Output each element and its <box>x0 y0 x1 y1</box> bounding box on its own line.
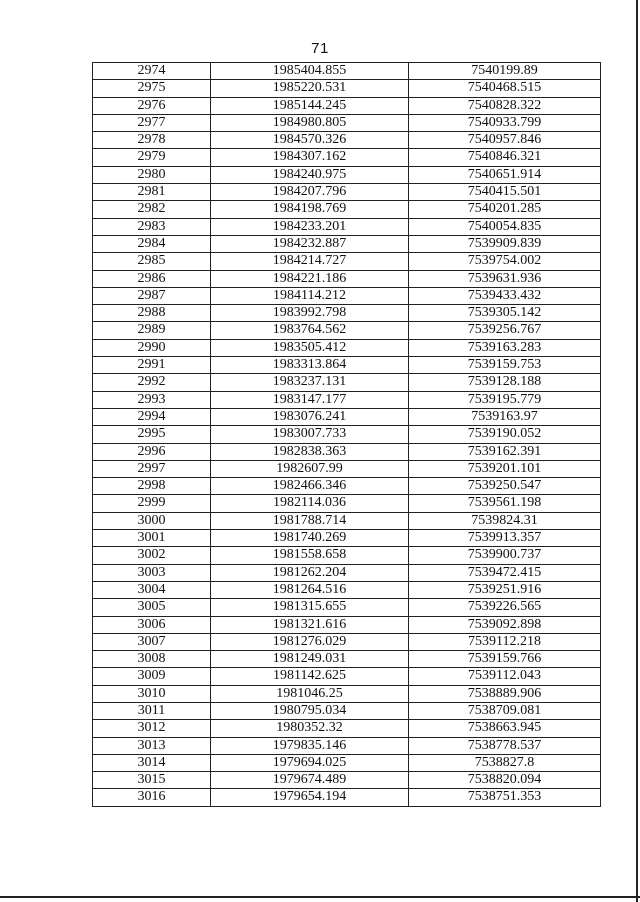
point-number-cell: 2981 <box>93 184 211 201</box>
table-row <box>93 530 601 547</box>
point-number-cell: 3001 <box>93 530 211 547</box>
x-coordinate-cell: 1983007.733 <box>211 426 409 443</box>
coordinates-table-container <box>92 62 600 807</box>
y-coordinate-cell: 7540651.914 <box>409 166 601 183</box>
y-coordinate-cell: 7538663.945 <box>409 720 601 737</box>
table-row <box>93 357 601 374</box>
table-row <box>93 581 601 598</box>
scan-edge-bottom <box>0 896 640 898</box>
x-coordinate-cell: 1983505.412 <box>211 339 409 356</box>
y-coordinate-cell: 7540828.322 <box>409 97 601 114</box>
x-coordinate-cell: 1981321.616 <box>211 616 409 633</box>
table-row <box>93 737 601 754</box>
point-number-cell: 2994 <box>93 408 211 425</box>
table-row <box>93 599 601 616</box>
y-coordinate-cell: 7540199.89 <box>409 63 601 80</box>
y-coordinate-cell: 7540957.846 <box>409 132 601 149</box>
table-row <box>93 114 601 131</box>
x-coordinate-cell: 1982607.99 <box>211 460 409 477</box>
y-coordinate-cell: 7539631.936 <box>409 270 601 287</box>
table-row <box>93 322 601 339</box>
table-row <box>93 702 601 719</box>
table-row <box>93 97 601 114</box>
x-coordinate-cell: 1980795.034 <box>211 702 409 719</box>
x-coordinate-cell: 1984198.769 <box>211 201 409 218</box>
y-coordinate-cell: 7540933.799 <box>409 114 601 131</box>
table-row <box>93 754 601 771</box>
table-row <box>93 547 601 564</box>
point-number-cell: 2985 <box>93 253 211 270</box>
y-coordinate-cell: 7539561.198 <box>409 495 601 512</box>
x-coordinate-cell: 1984207.796 <box>211 184 409 201</box>
x-coordinate-cell: 1984307.162 <box>211 149 409 166</box>
x-coordinate-cell: 1985404.855 <box>211 63 409 80</box>
y-coordinate-cell: 7539909.839 <box>409 235 601 252</box>
point-number-cell: 2982 <box>93 201 211 218</box>
y-coordinate-cell: 7538820.094 <box>409 772 601 789</box>
y-coordinate-cell: 7540054.835 <box>409 218 601 235</box>
table-row <box>93 63 601 80</box>
y-coordinate-cell: 7539824.31 <box>409 512 601 529</box>
scan-edge-right <box>636 0 638 902</box>
y-coordinate-cell: 7539163.283 <box>409 339 601 356</box>
point-number-cell: 2986 <box>93 270 211 287</box>
point-number-cell: 2989 <box>93 322 211 339</box>
y-coordinate-cell: 7538827.8 <box>409 754 601 771</box>
table-row <box>93 218 601 235</box>
y-coordinate-cell: 7540468.515 <box>409 80 601 97</box>
y-coordinate-cell: 7538889.906 <box>409 685 601 702</box>
y-coordinate-cell: 7539900.737 <box>409 547 601 564</box>
x-coordinate-cell: 1981142.625 <box>211 668 409 685</box>
x-coordinate-cell: 1981740.269 <box>211 530 409 547</box>
table-row <box>93 132 601 149</box>
table-row <box>93 235 601 252</box>
table-row <box>93 80 601 97</box>
y-coordinate-cell: 7539754.002 <box>409 253 601 270</box>
y-coordinate-cell: 7539256.767 <box>409 322 601 339</box>
x-coordinate-cell: 1984214.727 <box>211 253 409 270</box>
x-coordinate-cell: 1983076.241 <box>211 408 409 425</box>
y-coordinate-cell: 7539472.415 <box>409 564 601 581</box>
coordinates-table <box>92 62 601 807</box>
table-row <box>93 184 601 201</box>
y-coordinate-cell: 7539433.432 <box>409 287 601 304</box>
y-coordinate-cell: 7539251.916 <box>409 581 601 598</box>
point-number-cell: 3015 <box>93 772 211 789</box>
point-number-cell: 3014 <box>93 754 211 771</box>
point-number-cell: 2978 <box>93 132 211 149</box>
point-number-cell: 3010 <box>93 685 211 702</box>
table-row <box>93 633 601 650</box>
point-number-cell: 2977 <box>93 114 211 131</box>
table-row <box>93 495 601 512</box>
x-coordinate-cell: 1981046.25 <box>211 685 409 702</box>
table-row <box>93 685 601 702</box>
y-coordinate-cell: 7539112.043 <box>409 668 601 685</box>
point-number-cell: 2988 <box>93 305 211 322</box>
x-coordinate-cell: 1981262.204 <box>211 564 409 581</box>
table-row <box>93 616 601 633</box>
point-number-cell: 2975 <box>93 80 211 97</box>
x-coordinate-cell: 1983992.798 <box>211 305 409 322</box>
point-number-cell: 3012 <box>93 720 211 737</box>
x-coordinate-cell: 1984114.212 <box>211 287 409 304</box>
table-row <box>93 374 601 391</box>
point-number-cell: 3003 <box>93 564 211 581</box>
point-number-cell: 2976 <box>93 97 211 114</box>
point-number-cell: 2995 <box>93 426 211 443</box>
y-coordinate-cell: 7539226.565 <box>409 599 601 616</box>
y-coordinate-cell: 7539250.547 <box>409 478 601 495</box>
table-row <box>93 720 601 737</box>
y-coordinate-cell: 7539201.101 <box>409 460 601 477</box>
point-number-cell: 3006 <box>93 616 211 633</box>
point-number-cell: 3013 <box>93 737 211 754</box>
table-row <box>93 460 601 477</box>
point-number-cell: 2980 <box>93 166 211 183</box>
x-coordinate-cell: 1985220.531 <box>211 80 409 97</box>
y-coordinate-cell: 7539092.898 <box>409 616 601 633</box>
y-coordinate-cell: 7539190.052 <box>409 426 601 443</box>
table-row <box>93 426 601 443</box>
x-coordinate-cell: 1981788.714 <box>211 512 409 529</box>
x-coordinate-cell: 1984570.326 <box>211 132 409 149</box>
table-row <box>93 443 601 460</box>
point-number-cell: 3011 <box>93 702 211 719</box>
table-row <box>93 287 601 304</box>
point-number-cell: 3009 <box>93 668 211 685</box>
y-coordinate-cell: 7539159.753 <box>409 357 601 374</box>
point-number-cell: 2990 <box>93 339 211 356</box>
y-coordinate-cell: 7539913.357 <box>409 530 601 547</box>
x-coordinate-cell: 1982466.346 <box>211 478 409 495</box>
x-coordinate-cell: 1981276.029 <box>211 633 409 650</box>
x-coordinate-cell: 1984233.201 <box>211 218 409 235</box>
table-row <box>93 564 601 581</box>
y-coordinate-cell: 7539163.97 <box>409 408 601 425</box>
table-row <box>93 651 601 668</box>
table-row <box>93 408 601 425</box>
point-number-cell: 3008 <box>93 651 211 668</box>
point-number-cell: 2999 <box>93 495 211 512</box>
x-coordinate-cell: 1979694.025 <box>211 754 409 771</box>
y-coordinate-cell: 7540201.285 <box>409 201 601 218</box>
point-number-cell: 2996 <box>93 443 211 460</box>
y-coordinate-cell: 7539128.188 <box>409 374 601 391</box>
table-row <box>93 305 601 322</box>
point-number-cell: 2983 <box>93 218 211 235</box>
x-coordinate-cell: 1982838.363 <box>211 443 409 460</box>
x-coordinate-cell: 1984232.887 <box>211 235 409 252</box>
y-coordinate-cell: 7539112.218 <box>409 633 601 650</box>
table-row <box>93 339 601 356</box>
table-row <box>93 270 601 287</box>
y-coordinate-cell: 7538709.081 <box>409 702 601 719</box>
table-row <box>93 149 601 166</box>
y-coordinate-cell: 7539305.142 <box>409 305 601 322</box>
point-number-cell: 2984 <box>93 235 211 252</box>
y-coordinate-cell: 7539159.766 <box>409 651 601 668</box>
table-row <box>93 166 601 183</box>
table-row <box>93 668 601 685</box>
point-number-cell: 2991 <box>93 357 211 374</box>
point-number-cell: 3007 <box>93 633 211 650</box>
x-coordinate-cell: 1983764.562 <box>211 322 409 339</box>
x-coordinate-cell: 1979654.194 <box>211 789 409 806</box>
table-row <box>93 201 601 218</box>
x-coordinate-cell: 1985144.245 <box>211 97 409 114</box>
point-number-cell: 3000 <box>93 512 211 529</box>
y-coordinate-cell: 7540415.501 <box>409 184 601 201</box>
page-number: 71 <box>311 40 329 57</box>
x-coordinate-cell: 1979835.146 <box>211 737 409 754</box>
x-coordinate-cell: 1980352.32 <box>211 720 409 737</box>
x-coordinate-cell: 1984240.975 <box>211 166 409 183</box>
x-coordinate-cell: 1983313.864 <box>211 357 409 374</box>
x-coordinate-cell: 1982114.036 <box>211 495 409 512</box>
point-number-cell: 3004 <box>93 581 211 598</box>
table-row <box>93 391 601 408</box>
point-number-cell: 2997 <box>93 460 211 477</box>
point-number-cell: 2987 <box>93 287 211 304</box>
point-number-cell: 3002 <box>93 547 211 564</box>
table-row <box>93 512 601 529</box>
x-coordinate-cell: 1981264.516 <box>211 581 409 598</box>
x-coordinate-cell: 1981249.031 <box>211 651 409 668</box>
y-coordinate-cell: 7539162.391 <box>409 443 601 460</box>
x-coordinate-cell: 1984221.186 <box>211 270 409 287</box>
point-number-cell: 2998 <box>93 478 211 495</box>
point-number-cell: 3005 <box>93 599 211 616</box>
point-number-cell: 2974 <box>93 63 211 80</box>
table-row <box>93 478 601 495</box>
x-coordinate-cell: 1983237.131 <box>211 374 409 391</box>
x-coordinate-cell: 1981558.658 <box>211 547 409 564</box>
y-coordinate-cell: 7539195.779 <box>409 391 601 408</box>
y-coordinate-cell: 7540846.321 <box>409 149 601 166</box>
table-row <box>93 772 601 789</box>
point-number-cell: 2979 <box>93 149 211 166</box>
point-number-cell: 2992 <box>93 374 211 391</box>
x-coordinate-cell: 1983147.177 <box>211 391 409 408</box>
y-coordinate-cell: 7538751.353 <box>409 789 601 806</box>
x-coordinate-cell: 1984980.805 <box>211 114 409 131</box>
point-number-cell: 2993 <box>93 391 211 408</box>
table-row <box>93 253 601 270</box>
point-number-cell: 3016 <box>93 789 211 806</box>
table-row <box>93 789 601 806</box>
table-body <box>93 63 601 807</box>
x-coordinate-cell: 1981315.655 <box>211 599 409 616</box>
y-coordinate-cell: 7538778.537 <box>409 737 601 754</box>
x-coordinate-cell: 1979674.489 <box>211 772 409 789</box>
